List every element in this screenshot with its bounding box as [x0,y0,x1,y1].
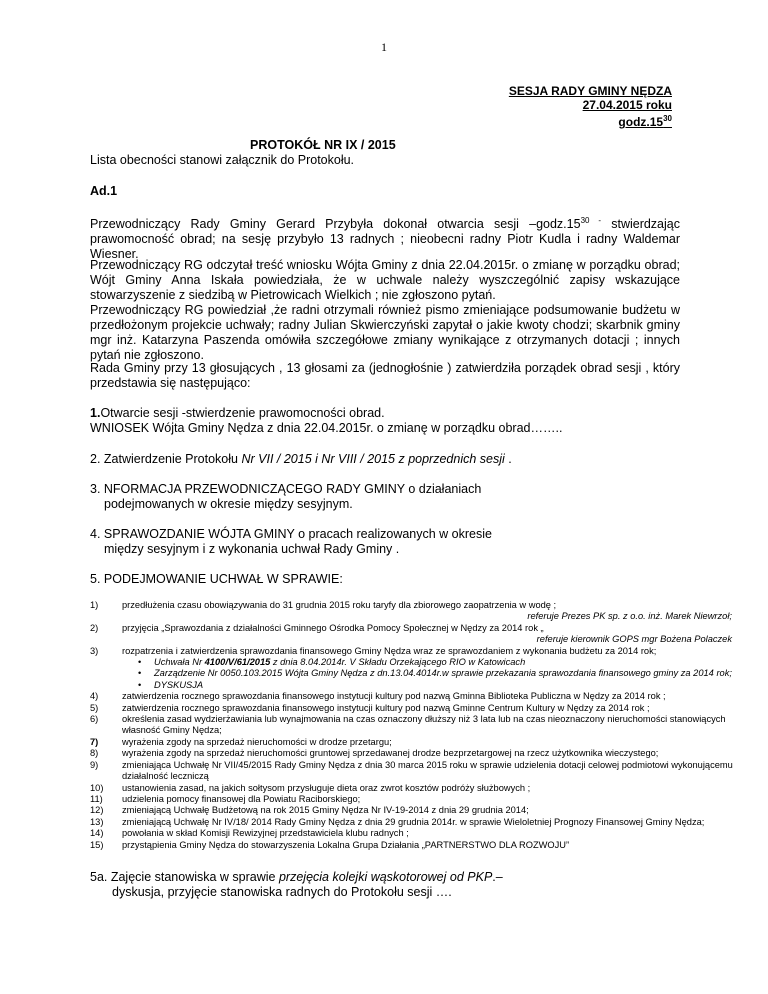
paragraph-budget: Przewodniczący RG powiedział ,że radni otrzymali również pismo zmieniające podsumowanie budżetu w przedłożonym projekcie uchwały; radny Julian Skwierczyński zapytał o jakie kwoty chodzi; skarbnik gminy mgr inż. Katarzyna Paszenda omówiła szczegółowe zmiany wynikające z otrzymanych dotacji ; innych pytań nie zgłoszono. [90,303,680,362]
list-item: 13) zmieniającą Uchwałę Nr IV/18/ 2014 Rady Gminy Nędza z dnia 29 grudnia 2014r. w sprawie Wieloletniej Prognozy Finansowej Gminy Nędza; [90,816,705,827]
speaker-note: referuje kierownik GOPS mgr Bożena Polaczek [536,634,732,645]
bullet-item: • Zarządzenie Nr 0050.103.2015 Wójta Gminy Nędza z dn.13.04.4014r.w sprawie przekazania sprawozdania finansowego gminy za 2014 rok; [138,668,732,679]
paragraph-agenda-approval: Rada Gminy przy 13 głosujących , 13 głosami za (jednogłośnie ) zatwierdziła porządek obrad sesji , który przedstawia się następująco: [90,361,680,390]
agenda-item-5: 5. PODEJMOWANIE UCHWAŁ W SPRAWIE: [90,572,343,586]
list-item: 9) zmieniająca Uchwałę Nr VII/45/2015 Rady Gminy Nędza z dnia 30 marca 2015 roku w sprawie udzielenia dotacji celowej podmiotowi wykonującemu działalność leczniczą [90,759,733,782]
list-item: 1) przedłużenia czasu obowiązywania do 31 grudnia 2015 roku taryfy dla zbiorowego zaopatrzenia w wodę ; [90,600,557,610]
list-item: 11) udzielenia pomocy finansowej dla Powiatu Raciborskiego; [90,793,361,804]
list-item: 3) rozpatrzenia i zatwierdzenia sprawozdania finansowego Gminy Nędza wraz ze sprawozdaniem z wykonania budżetu za 2014 rok; [90,645,657,656]
section-ad1: Ad.1 [90,184,118,198]
bullet-icon: • [138,679,142,690]
list-item: 7) wyrażenia zgody na sprzedaż nieruchomości w drodze przetargu; [90,736,392,747]
agenda-item-3: 3. NFORMACJA PRZEWODNICZĄCEGO RADY GMINY o działaniach podejmowanych w okresie między sesyjnym. [90,482,482,511]
list-item: 6) określenia zasad wydzierżawiania lub wynajmowania na czas oznaczony dłuższy niż 3 lata lub na czas nieoznaczony nieruchomości stanowiących własność Gminy Nędza; [90,714,726,736]
agenda-item-5a: 5a. Zajęcie stanowiska w sprawie przejęcia kolejki wąskotorowej od PKP.– dyskusja, przyjęcie stanowiska radnych do Protokołu sesji …. [90,870,503,899]
header-session: SESJA RADY GMINY NĘDZA [508,84,672,98]
list-item: 12) zmieniającą Uchwałę Budżetową na rok 2015 Gminy Nędza Nr IV-19-2014 z dnia 29 grudnia 2014; [90,805,529,816]
list-item: 10) ustanowienia zasad, na jakich sołtysom przysługuje dieta oraz zwrot kosztów podróży służbowych ; [90,782,531,793]
agenda-item-1: 1.Otwarcie sesji -stwierdzenie prawomocności obrad. WNIOSEK Wójta Gminy Nędza z dnia 22.04.2015r. o zmianę w porządku obrad…….. [90,406,563,435]
bullet-icon: • [138,668,142,679]
list-item: 8) wyrażenia zgody na sprzedaż nieruchomości gruntowej sprzedawanej drodze bezprzetargowej na rzecz użytkownika wieczystego; [90,748,659,759]
speaker-note: referuje Prezes PK sp. z o.o. inż. Marek Niewrzoł; [527,611,732,622]
agenda-item-2: 2. Zatwierdzenie Protokołu Nr VII / 2015 i Nr VIII / 2015 z poprzednich sesji . [90,452,512,466]
list-item: 4) zatwierdzenia rocznego sprawozdania finansowego instytucji kultury pod nazwą Gminna Biblioteka Publiczna w Nędzy za 2014 rok ; [90,691,666,702]
agenda-item-4: 4. SPRAWOZDANIE WÓJTA GMINY o pracach realizowanych w okresie między sesyjnym i z wykonania uchwał Rady Gminy . [90,527,492,556]
list-item: 2) przyjęcia „Sprawozdania z działalności Gminnego Ośrodka Pomocy Społecznej w Nędzy za 2014 rok „ [90,622,544,633]
protocol-title: PROTOKÓŁ NR IX / 2015 [250,138,396,152]
paragraph-opening: Przewodniczący Rady Gminy Gerard Przybyła dokonał otwarcia sesji $-godz.15^{30 -}$ stwierdzając prawomocność obrad; na sesję przybyło 13 radnych ; nieobecni radny Piotr Kudla i radny Waldemar Wiesner. [90,216,680,262]
header-date: 27.04.2015 roku [582,98,672,112]
paragraph-motion: Przewodniczący RG odczytał treść wniosku Wójta Gminy z dnia 22.04.2015r. o zmianę w porządku obrad; Wójt Gminy Anna Iskała powiedziała, że w uchwale należy wyszczególnić zapisy wskazujące stowarzyszenie z siedzibą w Pietrowicach Wielkich ; nie zgłoszono pytań. [90,258,680,302]
bullet-item: • Uchwała Nr 4100/V/61/2015 z dnia 8.04.2014r. V Składu Orzekającego RIO w Katowicach [138,657,526,668]
page-number: 1 [381,40,387,54]
list-item: 15) przystąpienia Gminy Nędza do stowarzyszenia Lokalna Grupa Działania „PARTNERSTWO DLA ROZWOJU” [90,839,570,850]
list-item: 14) powołania w skład Komisji Rewizyjnej przedstawiciela klubu radnych ; [90,828,409,839]
header-time: $godz.15^{30}$ [618,114,672,129]
resolutions-list [90,600,740,851]
attendance-note: Lista obecności stanowi załącznik do Protokołu. [90,153,355,167]
bullet-item: • DYSKUSJA [138,679,204,690]
list-item: 5) zatwierdzenia rocznego sprawozdania finansowego instytucji kultury pod nazwą Gminne Centrum Kultury w Nędzy za 2014 rok ; [90,702,650,713]
bullet-icon: • [138,657,142,668]
